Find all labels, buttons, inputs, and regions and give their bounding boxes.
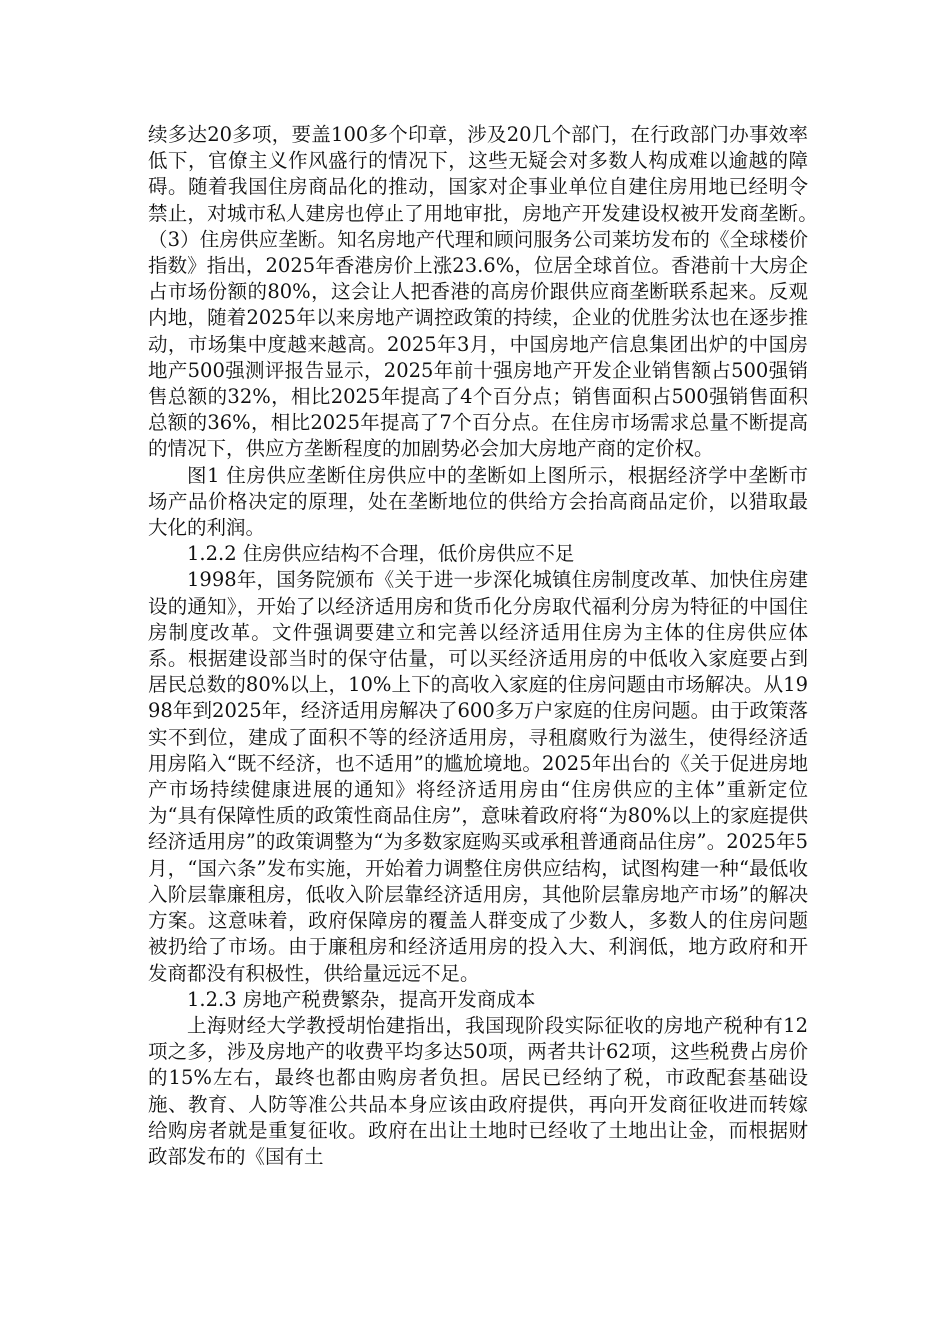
paragraph-housing-structure: 1998年，国务院颁布《关于进一步深化城镇住房制度改革、加快住房建设的通知》，开始了以经济适用房和货币化分房取代福利分房为特征的中国住房制度改革。文件强调要建立和完善以经济适用住房为主体的住房供应体系。根据建设部当时的保守估量，可以买经济适用房的中低收入家庭要占到居民总数的80%以上，10%上下的高收入家庭的住房问题由市场解决。从1998年到2025年，经济适用房解决了600多万户家庭的住房问题。由于政策落实不到位，建成了面积不等的经济适用房，寻租腐败行为滋生，使得经济适用房陷入“既不经济，也不适用”的尴尬境地。2025年出台的《关于促进房地产市场持续健康进展的通知》将经济适用房由“住房供应的主体”重新定位为“具有保障性质的政策性商品住房”，意味着政府将“为80%以上的家庭提供经济适用房”的政策调整为“为多数家庭购买或承租普通商品住房”。2025年5月，“国六条”发布实施，开始着力调整住房供应结构，试图构建一种“最低收入阶层靠廉租房，低收入阶层靠经济适用房，其他阶层靠房地产市场”的解决方案。这意味着，政府保障房的覆盖人群变成了少数人，多数人的住房问题被扔给了市场。由于廉租房和经济适用房的投入大、利润低，地方政府和开发商都没有积极性，供给量远远不足。 (148, 568, 808, 985)
paragraph-housing-supply-monopoly: 续多达20多项，要盖100多个印章，涉及20几个部门，在行政部门办事效率低下，官僚主义作风盛行的情况下，这些无疑会对多数人构成难以逾越的障碍。随着我国住房商品化的推动，国家对企事业单位自建住房用地已经明令禁止，对城市私人建房也停止了用地审批，房地产开发建设权被开发商垄断。 （3）住房供应垄断。知名房地产代理和顾问服务公司莱坊发布的《全球楼价指数》指出，2025年香港房价上涨23.6%，位居全球首位。香港前十大房企占市场份额的80%，这会让人把香港的高房价跟供应商垄断联系起来。反观内地，随着2025年以来房地产调控政策的持续，企业的优胜劣汰也在逐步推动，市场集中度越来越高。2025年3月，中国房地产信息集团出炉的中国房地产500强测评报告显示，2025年前十强房地产开发企业销售额占500强销售总额的32%，相比2025年提高了4个百分点；销售面积占500强销售面积总额的36%，相比2025年提高了7个百分点。在住房市场需求总量不断提高的情况下，供应方垄断程度的加剧势必会加大房地产商的定价权。 (148, 123, 867, 461)
paragraph-figure-1-caption: 图1 住房供应垄断住房供应中的垄断如上图所示，根据经济学中垄断市场产品价格决定的原理，处在垄断地位的供给方会抬高商品定价，以猎取最大化的利润。 (148, 463, 808, 540)
section-heading-1-2-2: 1.2.2 住房供应结构不合理，低价房供应不足 (187, 542, 575, 566)
document-body (148, 122, 867, 1170)
section-heading-1-2-3: 1.2.3 房地产税费繁杂，提高开发商成本 (187, 987, 536, 1011)
paragraph-taxes-and-fees: 上海财经大学教授胡怡建指出，我国现阶段实际征收的房地产税种有12项之多，涉及房地产的收费平均多达50项，两者共计62项，这些税费占房价的15%左右，最终也都由购房者负担。居民已经纳了税，市政配套基础设施、教育、人防等准公共品本身应该由政府提供，再向开发商征收进而转嫁给购房者就是重复征收。政府在出让土地时已经收了土地出让金，而根据财政部发布的《国有土 (148, 1013, 808, 1168)
